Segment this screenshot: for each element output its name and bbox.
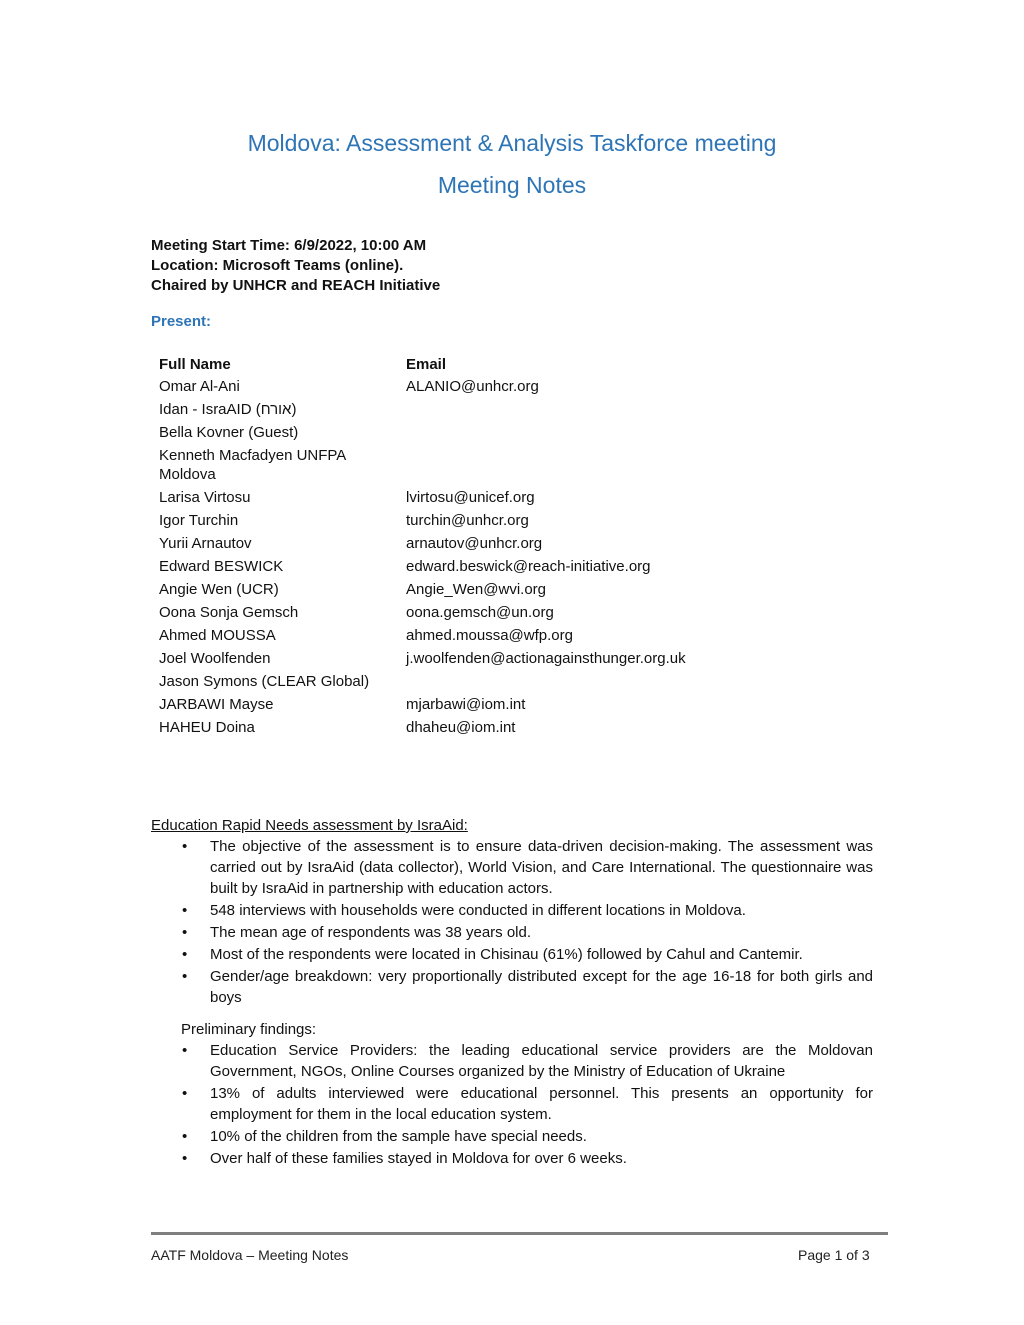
table-row xyxy=(153,717,892,740)
assessment-bullet-list xyxy=(151,836,873,1008)
list-item: • The objective of the assessment is to ensure data-driven decision-making. The assessment was carried out by IsraAid (data collector), World Vision, and Care International. The questionnaire was built by IsraAid in partnership with education actors. xyxy=(210,836,873,899)
table-row xyxy=(153,376,892,399)
table-row xyxy=(153,422,892,445)
attendee-email: lvirtosu@unicef.org xyxy=(406,489,535,506)
meeting-location: Location: Microsoft Teams (online). xyxy=(151,257,404,274)
column-header-full-name: Full Name xyxy=(159,356,231,373)
attendee-email: turchin@unhcr.org xyxy=(406,512,529,529)
findings-bullet-list xyxy=(151,1040,873,1169)
attendee-name: Kenneth Macfadyen UNFPA Moldova xyxy=(159,447,346,483)
attendee-email: j.woolfenden@actionagainsthunger.org.uk xyxy=(406,650,686,667)
attendee-email: ahmed.moussa@wfp.org xyxy=(406,627,573,644)
attendee-email xyxy=(400,399,892,422)
table-row xyxy=(153,694,892,717)
attendee-name: JARBAWI Mayse xyxy=(159,696,274,713)
table-row xyxy=(153,487,892,510)
table-row xyxy=(153,399,892,422)
meeting-details xyxy=(151,236,440,296)
attendee-name: Joel Woolfenden xyxy=(159,650,271,667)
list-item: • Gender/age breakdown: very proportionally distributed except for the age 16-18 for both girls and boys xyxy=(210,966,873,1008)
findings-heading: Preliminary findings: xyxy=(181,1021,317,1038)
attendee-email xyxy=(400,671,892,694)
footer-divider xyxy=(151,1232,888,1235)
attendee-name: Jason Symons (CLEAR Global) xyxy=(159,673,370,690)
document-title: Moldova: Assessment & Analysis Taskforce meeting xyxy=(247,130,777,156)
table-row xyxy=(153,602,892,625)
column-header-email: Email xyxy=(406,356,447,373)
attendee-name: Larisa Virtosu xyxy=(159,489,251,506)
table-row xyxy=(153,556,892,579)
attendee-name: Yurii Arnautov xyxy=(159,535,252,552)
table-row xyxy=(153,648,892,671)
table-row xyxy=(153,579,892,602)
section-heading: Education Rapid Needs assessment by IsraAid: xyxy=(151,817,468,834)
attendee-email: oona.gemsch@un.org xyxy=(406,604,554,621)
attendee-email: dhaheu@iom.int xyxy=(406,719,516,736)
attendee-name: Ahmed MOUSSA xyxy=(159,627,276,644)
attendee-name: Omar Al-Ani xyxy=(159,378,240,395)
document-subtitle: Meeting Notes xyxy=(437,172,587,198)
table-row xyxy=(153,625,892,648)
attendees-table xyxy=(153,353,892,740)
table-row xyxy=(153,445,892,487)
table-row xyxy=(153,671,892,694)
education-assessment-section xyxy=(151,815,873,1170)
attendee-email: edward.beswick@reach-initiative.org xyxy=(406,558,651,575)
table-row xyxy=(153,533,892,556)
list-item: • Most of the respondents were located in Chisinau (61%) followed by Cahul and Cantemir. xyxy=(210,944,873,965)
attendee-name: Angie Wen (UCR) xyxy=(159,581,279,598)
list-item: • 13% of adults interviewed were educational personnel. This presents an opportunity for employment for them in the local education system. xyxy=(210,1083,873,1125)
attendee-name: Oona Sonja Gemsch xyxy=(159,604,299,621)
attendee-email: arnautov@unhcr.org xyxy=(406,535,543,552)
attendee-email: ALANIO@unhcr.org xyxy=(406,378,539,395)
meeting-start-time: Meeting Start Time: 6/9/2022, 10:00 AM xyxy=(151,237,427,254)
list-item: • 10% of the children from the sample have special needs. xyxy=(210,1126,873,1147)
attendee-email xyxy=(400,445,892,487)
attendee-name: Igor Turchin xyxy=(159,512,239,529)
footer-document-label: AATF Moldova – Meeting Notes xyxy=(151,1247,349,1263)
attendee-name: Idan - IsraAID (אורח) xyxy=(159,401,297,418)
meeting-chair: Chaired by UNHCR and REACH Initiative xyxy=(151,277,441,294)
list-item: • The mean age of respondents was 38 years old. xyxy=(210,922,873,943)
attendee-name: Bella Kovner (Guest) xyxy=(159,424,299,441)
attendee-name: HAHEU Doina xyxy=(159,719,255,736)
footer-page-number: Page 1 of 3 xyxy=(798,1247,870,1263)
table-row xyxy=(153,510,892,533)
attendee-email: mjarbawi@iom.int xyxy=(406,696,526,713)
attendee-email xyxy=(400,422,892,445)
attendee-name: Edward BESWICK xyxy=(159,558,284,575)
list-item: • Education Service Providers: the leading educational service providers are the Moldovan Government, NGOs, Online Courses organized by the Ministry of Education of Ukraine xyxy=(210,1040,873,1082)
present-heading: Present: xyxy=(151,313,212,330)
attendee-email: Angie_Wen@wvi.org xyxy=(406,581,547,598)
list-item: • Over half of these families stayed in Moldova for over 6 weeks. xyxy=(210,1148,873,1169)
list-item: • 548 interviews with households were conducted in different locations in Moldova. xyxy=(210,900,873,921)
attendees-header-row xyxy=(153,353,892,376)
